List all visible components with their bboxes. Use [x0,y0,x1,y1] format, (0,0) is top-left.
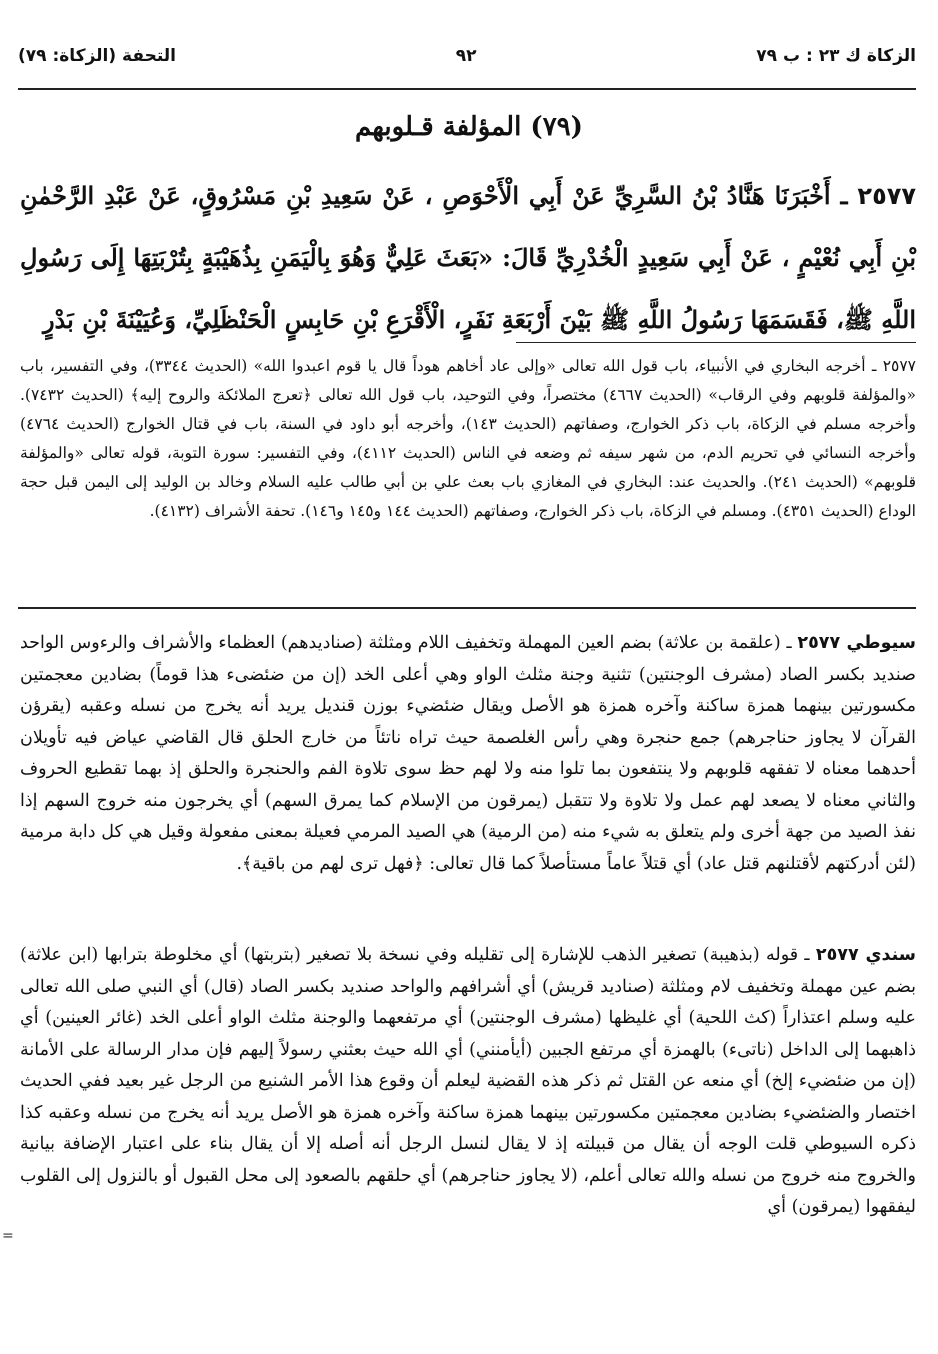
suyuti-text: ـ (علقمة بن علاثة) بضم العين المهملة وتخفيف اللام ومثلثة (صناديدهم) العظماء والأشراف والرءوس الواحد صنديد بكسر الصاد (مشرف الوجنتين) تثنية وجنة مثلث الواو وهي أعلى الخد (إن من ضئضىء هذا قوماً) بضادين معجمتين مكسورتين بينهما همزة ساكنة وآخره همزة هو الأصل ويقال ضئضيء بوزن قنديل يريد أنه يخرج من نسله وعقبه (يقرؤن القرآن لا يجاوز حناجرهم) جمع حنجرة وهي رأس الغلصمة حيث تراه ناتئاً من خارج الحلق قال القاضي عياض فيه تأويلان أحدهما معناه لا تفقهه قلوبهم ولا ينتفعون بما تلوا منه ولا لهم حظ سوى تلاوة الفم والحنجرة والحلق إذ بهما تقطيع الحروف والثاني معناه لا يصعد لهم عمل ولا تلاوة ولا تتقبل (يمرقون من الإسلام كما يمرق السهم) أي يخرجون منه خروج السهم إذا نفذ الصيد من جهة أخرى ولم يتعلق به شيء منه (من الرمية) هي الصيد المرمي فعيلة بمعنى مفعولة وقيل هي كل دابة مرمية (لئن أدركتهم لأقتلنهم قتل عاد) أي قتلاً عاماً مستأصلاً كما قال تعالى: ﴿فهل ترى لهم من باقية﴾. [20,633,916,874]
suyuti-label: سيوطي ٢٥٧٧ [797,633,916,653]
takhrij-footnote [20,352,916,526]
continuation-mark: = [2,1228,14,1244]
sindi-commentary [20,940,916,1224]
page-number: ٩٢ [455,46,477,66]
takhrij-number: ٢٥٧٧ [882,357,916,375]
header-right-reference: الزكاة ك ٢٣ : ب ٧٩ [756,46,916,66]
footnote-divider [516,342,916,343]
running-header [18,36,916,76]
chapter-title: (٧٩) المؤلفة قـلوبهم [355,112,583,142]
sindi-label: سندي ٢٥٧٧ [815,945,917,965]
hadith-text-block [20,165,916,351]
header-divider [18,88,916,90]
hadith-number: ٢٥٧٧ [857,182,917,210]
sindi-text: ـ قوله (بذهيبة) تصغير الذهب للإشارة إلى تقليله وفي نسخة بلا تصغير (بتربتها) أي مخلوطة بترابها (ابن علاثة) بضم عين مهملة وتخفيف لام ومثلثة (صناديد قريش) أي أشرافهم والواحد صنديد بكسر الصاد (قال) أي النبي صلى الله تعالى عليه وسلم اعتذاراً (كث اللحية) أي غليظها (مشرف الوجنتين) أي مرتفعهما والوجنة مثلث الواو أعلى الخد (غائر العينين) أي ذاهبهما إلى الداخل (ناتىء) بالهمزة أي مرتفع الجبين (أيأمنني) أي الله حيث بعثني رسولاً إليهم فإن مدار الرسالة على الأمانة (إن من ضئضيء إلخ) أي منعه عن القتل ثم ذكر هذه القضية ليعلم أن وقوع هذا الأمر الشنيع من الرجل غير بعيد ففي الحديث اختصار والضئضيء بضادين معجمتين مكسورتين بينهما همزة ساكنة وآخره همزة هو الأصل يريد أنه يخرج من نسله وعقبه كذا ذكره السيوطي قلت الوجه أن يقال من قبيلته إذ لا يقال لنسل الرجل أنه أصله إلا أن يقال بناء على اعتبار الإضافة بيانية والخروج منه خروج من نسله والله تعالى أعلم، (لا يجاوز حناجرهم) أي حلقهم بالصعود إلى محل القبول أو بالنزول إلى القلوب ليفقهوا (يمرقون) أي [20,945,916,1217]
takhrij-text: ـ أخرجه البخاري في الأنبياء، باب قول الله تعالى «وإلى عاد أخاهم هوداً قال يا قوم اعبدوا الله» (الحديث ٣٣٤٤)، وفي التفسير، باب «والمؤلفة قلوبهم وفي الرقاب» (الحديث ٤٦٦٧) مختصراً، وفي التوحيد، باب قول الله تعالى ﴿تعرج الملائكة والروح إليه﴾ (الحديث ٧٤٣٢). وأخرجه مسلم في الزكاة، باب ذكر الخوارج، وصفاتهم (الحديث ١٤٣)، وأخرجه أبو داود في السنة، باب في قتال الخوارج (الحديث ٤٧٦٤) وأخرجه النسائي في تحريم الدم، من شهر سيفه ثم وضعه في الناس (الحديث ٤١١٢)، وفي التفسير: سورة التوبة، قوله تعالى «والمؤلفة قلوبهم» (الحديث ٢٤١). والحديث عند: البخاري في المغازي باب بعث علي بن أبي طالب عليه السلام وخالد بن الوليد إلى اليمن قبل حجة الوداع (الحديث ٤٣٥١). ومسلم في الزكاة، باب ذكر الخوارج، وصفاتهم (الحديث ١٤٤ و١٤٥ و١٤٦). تحفة الأشراف (٤١٣٢). [20,357,916,520]
commentary-divider [18,607,916,609]
suyuti-commentary [20,628,916,880]
header-left-reference: التحفة (الزكاة: ٧٩) [18,46,176,66]
hadith-text: ـ أَخْبَرَنَا هَنَّادُ بْنُ السَّرِيِّ عَنْ أَبِي الْأَحْوَصِ ، عَنْ سَعِيدِ بْنِ مَسْرُوقٍ، عَنْ عَبْدِ الرَّحْمٰنِ بْنِ أَبِي نُعْيْمٍ ، عَنْ أَبِي سَعِيدٍ الْخُدْرِيِّ قَالَ: «بَعَثَ عَلِيٌّ وَهُوَ بِالْيَمَنِ بِذُهَيْبَةٍ بِتُرْبَتِهَا إِلَى رَسُولِ اللَّهِ ﷺ، فَقَسَمَهَا رَسُولُ اللَّهِ ﷺ بَيْنَ أَرْبَعَةِ نَفَرٍ، الْأَقْرَعِ بْنِ حَابِسٍ الْحَنْظَلِيِّ، وَعُيَيْنَةَ بْنِ بَدْرٍ [20,181,916,334]
